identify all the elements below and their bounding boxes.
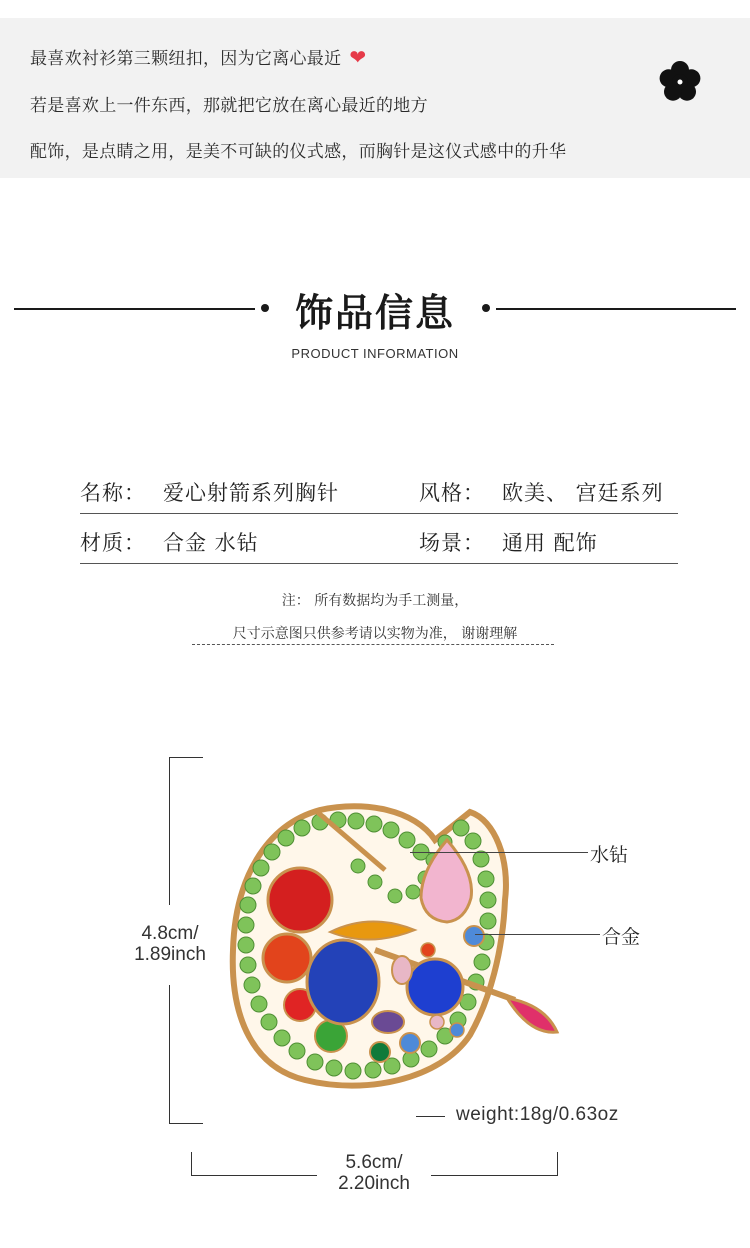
height-label-line-1: 4.8cm/ <box>141 923 199 944</box>
heart-icon: ❤ <box>349 45 367 69</box>
width-line-left <box>191 1175 317 1176</box>
height-label-line-2: 1.89inch <box>134 944 206 965</box>
material-label: 材质： <box>80 531 146 555</box>
note-underline <box>192 644 554 645</box>
weight-label: weight:18g/0.63oz <box>456 1104 619 1125</box>
note-line-2: 尺寸示意图只供参考请以实物为准， 谢谢理解 <box>232 626 518 642</box>
intro-line-2: 若是喜欢上一件东西，那就把它放在离心最近的地方 <box>30 96 428 116</box>
material-value: 合金 水钻 <box>163 531 259 555</box>
height-label <box>118 923 222 965</box>
style-value: 欧美、 宫廷系列 <box>502 481 664 505</box>
section-subtitle: PRODUCT INFORMATION <box>291 346 459 361</box>
name-label: 名称： <box>80 481 146 505</box>
palette-brooch-image <box>225 800 570 1100</box>
alloy-callout-line <box>475 934 600 935</box>
alloy-callout-label: 合金 <box>602 926 641 948</box>
weight-dash <box>416 1116 445 1117</box>
scene-value: 通用 配饰 <box>502 531 598 555</box>
width-tick-right <box>557 1152 558 1176</box>
rhinestone-callout-line <box>410 852 588 853</box>
width-label-line-2: 2.20inch <box>338 1173 410 1194</box>
name-value: 爱心射箭系列胸针 <box>163 481 339 505</box>
style-label: 风格： <box>419 481 485 505</box>
note-line-1: 注： 所有数据均为手工测量， <box>281 593 469 609</box>
height-line-bottom <box>169 985 170 1123</box>
height-line-top <box>169 757 170 905</box>
width-line-right <box>431 1175 558 1176</box>
info-divider-1 <box>80 513 678 514</box>
width-tick-left <box>191 1152 192 1176</box>
rhinestone-callout-label: 水钻 <box>590 844 629 866</box>
height-tick-top <box>169 757 203 758</box>
section-title: 饰品信息 <box>294 291 455 335</box>
width-label <box>322 1152 426 1194</box>
intro-line-1 <box>30 44 366 69</box>
scene-label: 场景： <box>419 531 485 555</box>
height-tick-bottom <box>169 1123 203 1124</box>
width-label-line-1: 5.6cm/ <box>345 1152 403 1173</box>
intro-line-1-text: 最喜欢衬衫第三颗纽扣，因为它离心最近 <box>30 49 342 69</box>
info-divider-2 <box>80 563 678 564</box>
flower-icon <box>656 58 704 106</box>
intro-line-3: 配饰，是点睛之用，是美不可缺的仪式感，而胸针是这仪式感中的升华 <box>30 142 567 162</box>
